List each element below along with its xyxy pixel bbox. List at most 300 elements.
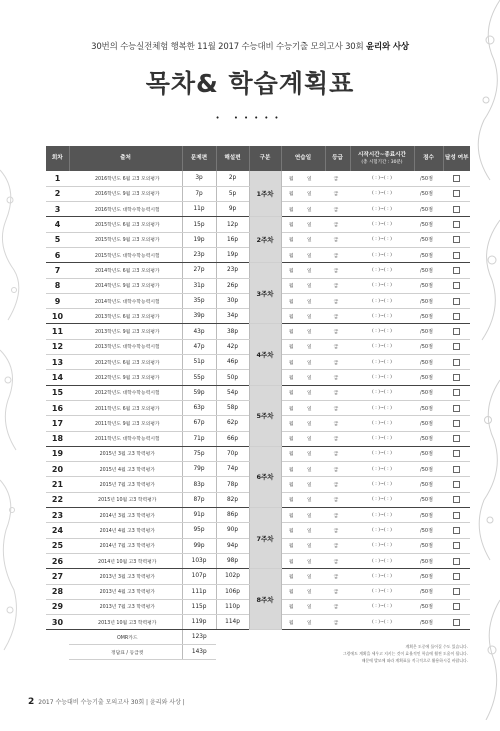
practice-date[interactable]: 월 일 (281, 538, 325, 553)
week-label: 3주차 (249, 263, 281, 324)
practice-date[interactable]: 월 일 (281, 523, 325, 538)
grade-field[interactable]: 급 (325, 247, 350, 262)
score-field[interactable]: /50점 (414, 232, 443, 247)
round-number: 27 (46, 569, 69, 584)
achieve-checkbox[interactable] (453, 389, 460, 396)
time-range[interactable]: ( : )~( : ) (350, 400, 414, 415)
score-field[interactable]: /50점 (414, 309, 443, 324)
source-name: 2011학년도 대학수학능력시험 (69, 431, 182, 446)
week-label: 8주차 (249, 569, 281, 630)
week-label: 1주차 (249, 171, 281, 217)
time-range[interactable]: ( : )~( : ) (350, 553, 414, 568)
question-page: 31p (182, 278, 216, 293)
round-number: 23 (46, 508, 69, 523)
table-row (46, 263, 470, 278)
grade-field[interactable]: 급 (325, 462, 350, 477)
score-field[interactable]: /50점 (414, 355, 443, 370)
score-field[interactable]: /50점 (414, 202, 443, 217)
achieve-checkbox[interactable] (453, 527, 460, 534)
achieve-cell (443, 477, 470, 492)
achieve-cell (443, 278, 470, 293)
grade-field[interactable]: 급 (325, 232, 350, 247)
source-name: 2013년 4월 고3 학력평가 (69, 584, 182, 599)
time-range[interactable]: ( : )~( : ) (350, 232, 414, 247)
question-page: 111p (182, 584, 216, 599)
question-page: 83p (182, 477, 216, 492)
grade-field[interactable]: 급 (325, 171, 350, 186)
extra-page: 143p (182, 645, 216, 660)
table-row (46, 217, 470, 232)
achieve-checkbox[interactable] (453, 298, 460, 305)
achieve-checkbox[interactable] (453, 328, 460, 335)
title-dots: • ••••• (215, 114, 285, 122)
answer-page: 74p (216, 462, 249, 477)
practice-date[interactable]: 월 일 (281, 385, 325, 400)
achieve-cell (443, 247, 470, 262)
week-label: 4주차 (249, 324, 281, 385)
grade-field[interactable]: 급 (325, 309, 350, 324)
grade-field[interactable]: 급 (325, 446, 350, 461)
time-range[interactable]: ( : )~( : ) (350, 477, 414, 492)
grade-field[interactable]: 급 (325, 278, 350, 293)
practice-date[interactable]: 월 일 (281, 446, 325, 461)
round-number: 9 (46, 293, 69, 308)
achieve-checkbox[interactable] (453, 267, 460, 274)
page-title: 목차& 학습계획표 (145, 69, 355, 98)
achieve-checkbox[interactable] (453, 420, 460, 427)
grade-field[interactable]: 급 (325, 538, 350, 553)
achieve-checkbox[interactable] (453, 435, 460, 442)
source-name: 2015년 4월 고3 학력평가 (69, 462, 182, 477)
score-field[interactable]: /50점 (414, 263, 443, 278)
extra-label: 정답표 / 등급컷 (69, 645, 182, 660)
achieve-checkbox[interactable] (453, 282, 460, 289)
achieve-checkbox[interactable] (453, 175, 460, 182)
source-name: 2014년 3월 고3 학력평가 (69, 508, 182, 523)
achieve-checkbox[interactable] (453, 450, 460, 457)
achieve-checkbox[interactable] (453, 313, 460, 320)
header-time (350, 146, 414, 171)
practice-date[interactable]: 월 일 (281, 615, 325, 630)
time-range[interactable]: ( : )~( : ) (350, 339, 414, 354)
round-number: 25 (46, 538, 69, 553)
grade-field[interactable]: 급 (325, 324, 350, 339)
answer-page: 82p (216, 492, 249, 507)
page-number: 2 (28, 697, 35, 707)
study-plan-table (46, 146, 470, 660)
source-name: 2013학년도 대학수학능력시험 (69, 339, 182, 354)
time-range[interactable]: ( : )~( : ) (350, 309, 414, 324)
achieve-cell (443, 584, 470, 599)
question-page: 11p (182, 202, 216, 217)
grade-field[interactable]: 급 (325, 202, 350, 217)
achieve-cell (443, 431, 470, 446)
grade-field[interactable]: 급 (325, 584, 350, 599)
practice-date[interactable]: 월 일 (281, 553, 325, 568)
source-name: 2016학년도 6월 고3 모의평가 (69, 171, 182, 186)
round-number: 21 (46, 477, 69, 492)
source-name: 2013년 10월 고3 학력평가 (69, 615, 182, 630)
time-range[interactable]: ( : )~( : ) (350, 508, 414, 523)
practice-date[interactable]: 월 일 (281, 217, 325, 232)
score-field[interactable]: /50점 (414, 324, 443, 339)
round-number: 16 (46, 400, 69, 415)
practice-date[interactable]: 월 일 (281, 263, 325, 278)
answer-page: 19p (216, 247, 249, 262)
header-week: 구분 (249, 146, 281, 171)
score-field[interactable]: /50점 (414, 339, 443, 354)
question-page: 107p (182, 569, 216, 584)
score-field[interactable]: /50점 (414, 523, 443, 538)
table-header-row (46, 146, 470, 171)
source-name: 2012학년도 6월 고3 모의평가 (69, 355, 182, 370)
round-number: 4 (46, 217, 69, 232)
answer-page: 23p (216, 263, 249, 278)
answer-page: 70p (216, 446, 249, 461)
answer-page: 38p (216, 324, 249, 339)
time-range[interactable]: ( : )~( : ) (350, 217, 414, 232)
round-number: 15 (46, 385, 69, 400)
round-number: 2 (46, 186, 69, 201)
achieve-checkbox[interactable] (453, 343, 460, 350)
header-grade: 등급 (325, 146, 350, 171)
achieve-checkbox[interactable] (453, 588, 460, 595)
source-name: 2015학년도 9월 고3 모의평가 (69, 232, 182, 247)
grade-field[interactable]: 급 (325, 523, 350, 538)
grade-field[interactable]: 급 (325, 599, 350, 614)
score-field[interactable]: /50점 (414, 584, 443, 599)
achieve-cell (443, 553, 470, 568)
answer-page: 106p (216, 584, 249, 599)
time-range[interactable]: ( : )~( : ) (350, 186, 414, 201)
grade-field[interactable]: 급 (325, 355, 350, 370)
round-number: 22 (46, 492, 69, 507)
achieve-cell (443, 293, 470, 308)
achieve-checkbox[interactable] (453, 236, 460, 243)
practice-date[interactable]: 월 일 (281, 232, 325, 247)
note-line-1: 계획은 도중에 틀어질 수도 있습니다. (405, 644, 468, 649)
answer-page: 16p (216, 232, 249, 247)
round-number: 24 (46, 523, 69, 538)
question-page: 43p (182, 324, 216, 339)
question-page: 99p (182, 538, 216, 553)
answer-page: 114p (216, 615, 249, 630)
practice-date[interactable]: 월 일 (281, 569, 325, 584)
round-number: 28 (46, 584, 69, 599)
grade-field[interactable]: 급 (325, 553, 350, 568)
header-time-sub: (총 시험기간 : 30분) (361, 159, 403, 165)
practice-date[interactable]: 월 일 (281, 324, 325, 339)
achieve-cell (443, 523, 470, 538)
time-range[interactable]: ( : )~( : ) (350, 569, 414, 584)
grade-field[interactable]: 급 (325, 569, 350, 584)
practice-date[interactable]: 월 일 (281, 462, 325, 477)
note-line-2: 그럼에도 계획을 세우고 지키는 것이 효율적인 학습에 훨씬 도움이 됩니다. (342, 651, 468, 656)
round-number: 19 (46, 446, 69, 461)
question-page: 55p (182, 370, 216, 385)
score-field[interactable]: /50점 (414, 171, 443, 186)
question-page: 119p (182, 615, 216, 630)
round-number: 20 (46, 462, 69, 477)
answer-page: 50p (216, 370, 249, 385)
time-range[interactable]: ( : )~( : ) (350, 202, 414, 217)
time-range[interactable]: ( : )~( : ) (350, 355, 414, 370)
question-page: 51p (182, 355, 216, 370)
week-label: 2주차 (249, 217, 281, 263)
answer-page: 26p (216, 278, 249, 293)
week-label: 7주차 (249, 508, 281, 569)
achieve-checkbox[interactable] (453, 558, 460, 565)
achieve-cell (443, 339, 470, 354)
question-page: 91p (182, 508, 216, 523)
plan-note (310, 643, 468, 664)
grade-field[interactable]: 급 (325, 477, 350, 492)
time-range[interactable]: ( : )~( : ) (350, 263, 414, 278)
practice-date[interactable]: 월 일 (281, 416, 325, 431)
round-number: 18 (46, 431, 69, 446)
score-field[interactable]: /50점 (414, 477, 443, 492)
practice-date[interactable]: 월 일 (281, 278, 325, 293)
question-page: 79p (182, 462, 216, 477)
answer-page: 66p (216, 431, 249, 446)
floral-decoration-left (0, 150, 26, 690)
question-page: 75p (182, 446, 216, 461)
grade-field[interactable]: 급 (325, 339, 350, 354)
source-name: 2013학년도 9월 고3 모의평가 (69, 324, 182, 339)
source-name: 2014학년도 9월 고3 모의평가 (69, 278, 182, 293)
header-date: 연습일 (281, 146, 325, 171)
score-field[interactable]: /50점 (414, 400, 443, 415)
grade-field[interactable]: 급 (325, 293, 350, 308)
score-field[interactable]: /50점 (414, 446, 443, 461)
extra-spacer (46, 630, 69, 645)
week-label: 5주차 (249, 385, 281, 446)
time-range[interactable]: ( : )~( : ) (350, 584, 414, 599)
score-field[interactable]: /50점 (414, 186, 443, 201)
round-number: 1 (46, 171, 69, 186)
time-range[interactable]: ( : )~( : ) (350, 370, 414, 385)
source-name: 2014학년도 대학수학능력시험 (69, 293, 182, 308)
score-field[interactable]: /50점 (414, 462, 443, 477)
practice-date[interactable]: 월 일 (281, 599, 325, 614)
time-range[interactable]: ( : )~( : ) (350, 538, 414, 553)
answer-page: 86p (216, 508, 249, 523)
achieve-checkbox[interactable] (453, 496, 460, 503)
source-name: 2014학년도 6월 고3 모의평가 (69, 263, 182, 278)
practice-date[interactable]: 월 일 (281, 492, 325, 507)
achieve-cell (443, 186, 470, 201)
time-range[interactable]: ( : )~( : ) (350, 385, 414, 400)
score-field[interactable]: /50점 (414, 385, 443, 400)
grade-field[interactable]: 급 (325, 431, 350, 446)
grade-field[interactable]: 급 (325, 416, 350, 431)
header-time-title: 시작시간~종료시간 (358, 152, 406, 159)
practice-date[interactable]: 월 일 (281, 339, 325, 354)
grade-field[interactable]: 급 (325, 217, 350, 232)
time-range[interactable]: ( : )~( : ) (350, 247, 414, 262)
score-field[interactable]: /50점 (414, 416, 443, 431)
achieve-checkbox[interactable] (453, 374, 460, 381)
grade-field[interactable]: 급 (325, 400, 350, 415)
grade-field[interactable]: 급 (325, 370, 350, 385)
grade-field[interactable]: 급 (325, 615, 350, 630)
time-range[interactable]: ( : )~( : ) (350, 523, 414, 538)
achieve-checkbox[interactable] (453, 603, 460, 610)
round-number: 3 (46, 202, 69, 217)
practice-date[interactable]: 월 일 (281, 186, 325, 201)
question-page: 19p (182, 232, 216, 247)
achieve-cell (443, 508, 470, 523)
achieve-checkbox[interactable] (453, 252, 460, 259)
grade-field[interactable]: 급 (325, 263, 350, 278)
practice-date[interactable]: 월 일 (281, 247, 325, 262)
achieve-checkbox[interactable] (453, 619, 460, 626)
header-round: 회차 (46, 146, 69, 171)
round-number: 6 (46, 247, 69, 262)
time-range[interactable]: ( : )~( : ) (350, 171, 414, 186)
round-number: 10 (46, 309, 69, 324)
source-name: 2013학년도 6월 고3 모의평가 (69, 309, 182, 324)
question-page: 27p (182, 263, 216, 278)
round-number: 13 (46, 355, 69, 370)
answer-page: 2p (216, 171, 249, 186)
time-range[interactable]: ( : )~( : ) (350, 599, 414, 614)
subject-name: 윤리와 사상 (366, 42, 409, 52)
question-page: 71p (182, 431, 216, 446)
time-range[interactable]: ( : )~( : ) (350, 278, 414, 293)
score-field[interactable]: /50점 (414, 538, 443, 553)
practice-date[interactable]: 월 일 (281, 400, 325, 415)
round-number: 7 (46, 263, 69, 278)
time-range[interactable]: ( : )~( : ) (350, 416, 414, 431)
achieve-checkbox[interactable] (453, 190, 460, 197)
question-page: 39p (182, 309, 216, 324)
source-name: 2011학년도 9월 고3 모의평가 (69, 416, 182, 431)
source-name: 2012학년도 9월 고3 모의평가 (69, 370, 182, 385)
source-name: 2015년 7월 고3 학력평가 (69, 477, 182, 492)
question-page: 7p (182, 186, 216, 201)
practice-date[interactable]: 월 일 (281, 431, 325, 446)
grade-field[interactable]: 급 (325, 385, 350, 400)
practice-date[interactable]: 월 일 (281, 477, 325, 492)
score-field[interactable]: /50점 (414, 247, 443, 262)
question-page: 47p (182, 339, 216, 354)
header-achieve: 달성 여부 (443, 146, 470, 171)
practice-date[interactable]: 월 일 (281, 309, 325, 324)
answer-page: 78p (216, 477, 249, 492)
achieve-cell (443, 615, 470, 630)
question-page: 95p (182, 523, 216, 538)
source-name: 2014년 10월 고3 학력평가 (69, 553, 182, 568)
achieve-cell (443, 217, 470, 232)
time-range[interactable]: ( : )~( : ) (350, 462, 414, 477)
achieve-checkbox[interactable] (453, 542, 460, 549)
round-number: 26 (46, 553, 69, 568)
grade-field[interactable]: 급 (325, 186, 350, 201)
time-range[interactable]: ( : )~( : ) (350, 324, 414, 339)
round-number: 5 (46, 232, 69, 247)
table-row (46, 171, 470, 186)
practice-date[interactable]: 월 일 (281, 171, 325, 186)
practice-date[interactable]: 월 일 (281, 370, 325, 385)
time-range[interactable]: ( : )~( : ) (350, 431, 414, 446)
source-name: 2015학년도 대학수학능력시험 (69, 247, 182, 262)
answer-page: 42p (216, 339, 249, 354)
extra-page: 123p (182, 630, 216, 645)
subtitle-text: 30번의 수능실전체험 행복한 11월 2017 수능대비 수능기출 모의고사 30회 (91, 42, 364, 52)
header-score: 점수 (414, 146, 443, 171)
achieve-checkbox[interactable] (453, 466, 460, 473)
achieve-checkbox[interactable] (453, 512, 460, 519)
achieve-cell (443, 171, 470, 186)
source-name: 2014년 7월 고3 학력평가 (69, 538, 182, 553)
score-field[interactable]: /50점 (414, 508, 443, 523)
score-field[interactable]: /50점 (414, 431, 443, 446)
answer-page: 30p (216, 293, 249, 308)
time-range[interactable]: ( : )~( : ) (350, 492, 414, 507)
practice-date[interactable]: 월 일 (281, 293, 325, 308)
answer-page: 12p (216, 217, 249, 232)
score-field[interactable]: /50점 (414, 569, 443, 584)
score-field[interactable]: /50점 (414, 599, 443, 614)
week-label: 6주차 (249, 446, 281, 507)
question-page: 15p (182, 217, 216, 232)
answer-page: 102p (216, 569, 249, 584)
score-field[interactable]: /50점 (414, 278, 443, 293)
achieve-checkbox[interactable] (453, 206, 460, 213)
source-name: 2015년 3월 고3 학력평가 (69, 446, 182, 461)
time-range[interactable]: ( : )~( : ) (350, 446, 414, 461)
source-name: 2011학년도 6월 고3 모의평가 (69, 400, 182, 415)
achieve-cell (443, 202, 470, 217)
round-number: 11 (46, 324, 69, 339)
answer-page: 9p (216, 202, 249, 217)
answer-page: 54p (216, 385, 249, 400)
achieve-checkbox[interactable] (453, 405, 460, 412)
practice-date[interactable]: 월 일 (281, 355, 325, 370)
grade-field[interactable]: 급 (325, 492, 350, 507)
achieve-checkbox[interactable] (453, 573, 460, 580)
grade-field[interactable]: 급 (325, 508, 350, 523)
question-page: 63p (182, 400, 216, 415)
page-header (0, 40, 500, 122)
extra-label: OMR카드 (69, 630, 182, 645)
score-field[interactable]: /50점 (414, 293, 443, 308)
achieve-checkbox[interactable] (453, 359, 460, 366)
answer-page: 90p (216, 523, 249, 538)
achieve-cell (443, 309, 470, 324)
achieve-cell (443, 416, 470, 431)
answer-page: 58p (216, 400, 249, 415)
achieve-checkbox[interactable] (453, 221, 460, 228)
achieve-checkbox[interactable] (453, 481, 460, 488)
time-range[interactable]: ( : )~( : ) (350, 293, 414, 308)
round-number: 17 (46, 416, 69, 431)
question-page: 103p (182, 553, 216, 568)
answer-page: 5p (216, 186, 249, 201)
score-field[interactable]: /50점 (414, 370, 443, 385)
time-range[interactable]: ( : )~( : ) (350, 615, 414, 630)
answer-page: 94p (216, 538, 249, 553)
practice-date[interactable]: 월 일 (281, 508, 325, 523)
score-field[interactable]: /50점 (414, 553, 443, 568)
practice-date[interactable]: 월 일 (281, 202, 325, 217)
score-field[interactable]: /50점 (414, 615, 443, 630)
score-field[interactable]: /50점 (414, 492, 443, 507)
score-field[interactable]: /50점 (414, 217, 443, 232)
practice-date[interactable]: 월 일 (281, 584, 325, 599)
round-number: 12 (46, 339, 69, 354)
